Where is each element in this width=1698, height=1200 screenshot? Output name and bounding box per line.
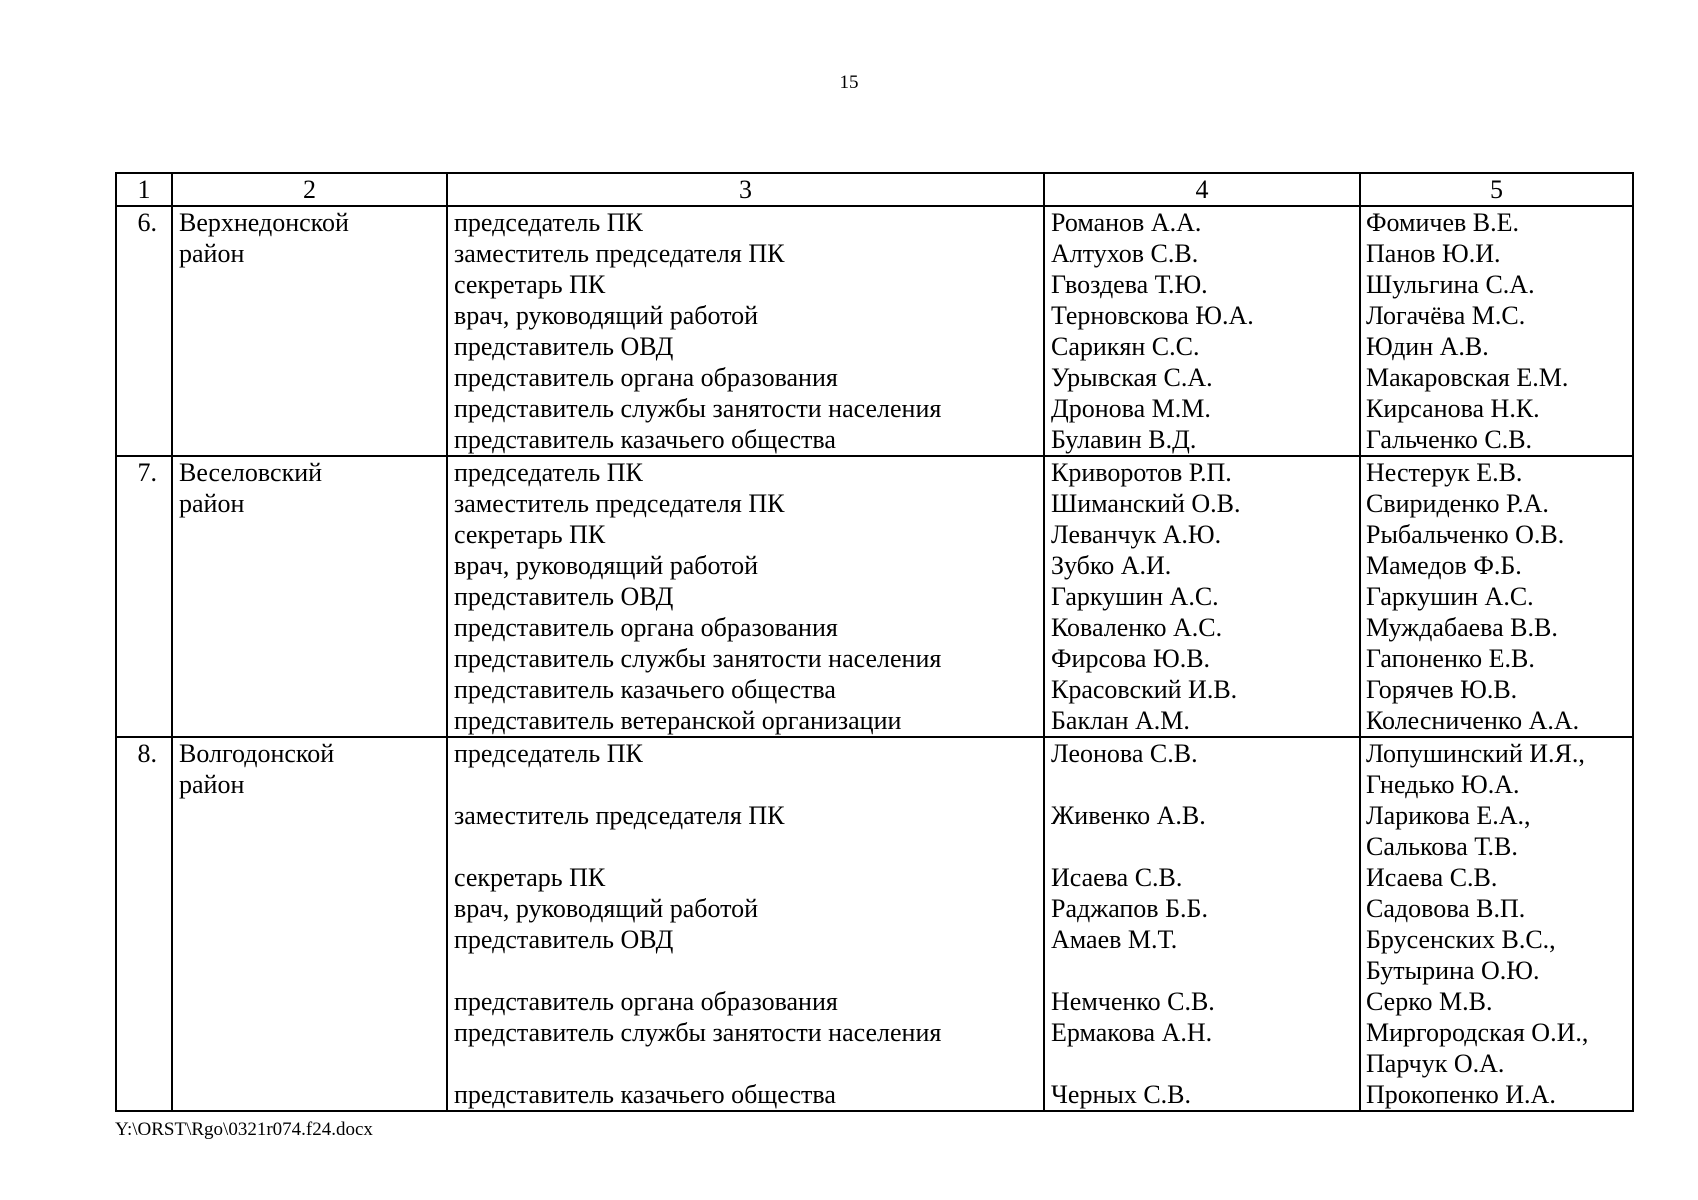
reserve-cell: Салькова Т.В. [1360,831,1633,862]
row-number-cell [116,893,172,924]
table-row [116,893,1633,924]
person-cell [1044,769,1360,800]
district-cell [172,893,447,924]
district-cell: район [172,769,447,800]
row-number-cell [116,955,172,986]
role-cell: представитель казачьего общества [447,1079,1044,1111]
reserve-cell: Фомичев В.Е. [1360,206,1633,238]
row-number-cell [116,300,172,331]
role-cell: представитель казачьего общества [447,424,1044,456]
district-cell: Веселовский [172,456,447,488]
row-number-cell: 7. [116,456,172,488]
reserve-cell: Юдин А.В. [1360,331,1633,362]
table-row [116,612,1633,643]
district-cell [172,924,447,955]
table-row [116,331,1633,362]
header-cell: 4 [1044,173,1360,206]
role-cell [447,769,1044,800]
person-cell: Живенко А.В. [1044,800,1360,831]
table-row [116,488,1633,519]
reserve-cell: Прокопенко И.А. [1360,1079,1633,1111]
reserve-cell: Рыбальченко О.В. [1360,519,1633,550]
row-number-cell [116,1079,172,1111]
table-row [116,550,1633,581]
role-cell: представитель службы занятости населения [447,393,1044,424]
district-cell [172,955,447,986]
header-cell: 2 [172,173,447,206]
person-cell: Криворотов Р.П. [1044,456,1360,488]
reserve-cell: Брусенских В.С., [1360,924,1633,955]
table-row [116,955,1633,986]
district-cell [172,1017,447,1048]
person-cell: Красовский И.В. [1044,674,1360,705]
row-number-cell [116,488,172,519]
person-cell: Раджапов Б.Б. [1044,893,1360,924]
table-header-row [116,173,1633,206]
table-row [116,1017,1633,1048]
reserve-cell: Макаровская Е.М. [1360,362,1633,393]
district-cell: Верхнедонской [172,206,447,238]
role-cell [447,831,1044,862]
person-cell: Романов А.А. [1044,206,1360,238]
district-cell [172,862,447,893]
person-cell: Булавин В.Д. [1044,424,1360,456]
table-row [116,769,1633,800]
district-cell [172,643,447,674]
reserve-cell: Панов Ю.И. [1360,238,1633,269]
role-cell: представитель службы занятости населения [447,1017,1044,1048]
reserve-cell: Парчук О.А. [1360,1048,1633,1079]
row-number-cell: 8. [116,737,172,769]
reserve-cell: Миргородская О.И., [1360,1017,1633,1048]
row-number-cell [116,519,172,550]
table-row [116,924,1633,955]
person-cell: Леонова С.В. [1044,737,1360,769]
reserve-cell: Колесниченко А.А. [1360,705,1633,737]
role-cell: представитель ОВД [447,924,1044,955]
reserve-cell: Свириденко Р.А. [1360,488,1633,519]
reserve-cell: Гаркушин А.С. [1360,581,1633,612]
district-cell [172,705,447,737]
header-cell: 1 [116,173,172,206]
person-cell: Шиманский О.В. [1044,488,1360,519]
row-number-cell [116,550,172,581]
reserve-cell: Муждабаева В.В. [1360,612,1633,643]
reserve-cell: Серко М.В. [1360,986,1633,1017]
row-number-cell [116,393,172,424]
person-cell: Гаркушин А.С. [1044,581,1360,612]
row-number-cell [116,705,172,737]
role-cell: заместитель председателя ПК [447,488,1044,519]
person-cell: Урывская С.А. [1044,362,1360,393]
row-number-cell [116,800,172,831]
row-number-cell [116,362,172,393]
person-cell: Исаева С.В. [1044,862,1360,893]
reserve-cell: Ларикова Е.А., [1360,800,1633,831]
district-cell [172,519,447,550]
district-cell [172,424,447,456]
role-cell: представитель ветеранской организации [447,705,1044,737]
reserve-cell: Садовова В.П. [1360,893,1633,924]
row-number-cell [116,924,172,955]
table-row [116,393,1633,424]
reserve-cell: Кирсанова Н.К. [1360,393,1633,424]
reserve-cell: Нестерук Е.В. [1360,456,1633,488]
table-row [116,643,1633,674]
reserve-cell: Лопушинский И.Я., [1360,737,1633,769]
row-number-cell [116,581,172,612]
reserve-cell: Бутырина О.Ю. [1360,955,1633,986]
role-cell: врач, руководящий работой [447,893,1044,924]
table-row [116,737,1633,769]
table-row [116,862,1633,893]
role-cell: представитель органа образования [447,362,1044,393]
district-cell [172,300,447,331]
reserve-cell: Мамедов Ф.Б. [1360,550,1633,581]
person-cell: Ермакова А.Н. [1044,1017,1360,1048]
district-cell [172,581,447,612]
reserve-cell: Гапоненко Е.В. [1360,643,1633,674]
person-cell: Зубко А.И. [1044,550,1360,581]
row-number-cell [116,238,172,269]
role-cell: председатель ПК [447,456,1044,488]
commission-table [115,172,1634,1112]
district-cell [172,550,447,581]
table-row [116,456,1633,488]
row-number-cell [116,986,172,1017]
reserve-cell: Гнедько Ю.А. [1360,769,1633,800]
district-cell [172,1079,447,1111]
role-cell: представитель органа образования [447,612,1044,643]
table-row [116,831,1633,862]
person-cell: Дронова М.М. [1044,393,1360,424]
district-cell: район [172,238,447,269]
row-number-cell [116,269,172,300]
role-cell: председатель ПК [447,737,1044,769]
role-cell: секретарь ПК [447,862,1044,893]
row-number-cell [116,612,172,643]
role-cell: секретарь ПК [447,269,1044,300]
header-cell: 3 [447,173,1044,206]
district-cell [172,269,447,300]
role-cell: врач, руководящий работой [447,300,1044,331]
district-cell: район [172,488,447,519]
person-cell: Леванчук А.Ю. [1044,519,1360,550]
table-row [116,362,1633,393]
table-row [116,300,1633,331]
reserve-cell: Исаева С.В. [1360,862,1633,893]
person-cell [1044,831,1360,862]
district-cell [172,362,447,393]
row-number-cell [116,1048,172,1079]
district-cell: Волгодонской [172,737,447,769]
person-cell: Гвоздева Т.Ю. [1044,269,1360,300]
table-row [116,238,1633,269]
district-cell [172,393,447,424]
district-cell [172,331,447,362]
role-cell: представитель органа образования [447,986,1044,1017]
row-number-cell [116,862,172,893]
person-cell: Терновскова Ю.А. [1044,300,1360,331]
row-number-cell [116,769,172,800]
person-cell: Коваленко А.С. [1044,612,1360,643]
row-number-cell [116,831,172,862]
row-number-cell [116,643,172,674]
table-row [116,269,1633,300]
district-cell [172,831,447,862]
table-row [116,800,1633,831]
table-row [116,1079,1633,1111]
table-row [116,705,1633,737]
table-row [116,519,1633,550]
district-cell [172,800,447,831]
reserve-cell: Гальченко С.В. [1360,424,1633,456]
row-number-cell [116,674,172,705]
district-cell [172,612,447,643]
table-body [116,173,1633,1111]
file-path-footer: Y:\ORST\Rgo\0321r074.f24.docx [115,1119,373,1140]
person-cell: Немченко С.В. [1044,986,1360,1017]
role-cell: секретарь ПК [447,519,1044,550]
district-cell [172,674,447,705]
row-number-cell [116,331,172,362]
role-cell: представитель ОВД [447,331,1044,362]
table-row [116,581,1633,612]
page-number: 15 [839,72,859,93]
role-cell: представитель ОВД [447,581,1044,612]
person-cell [1044,1048,1360,1079]
reserve-cell: Логачёва М.С. [1360,300,1633,331]
row-number-cell [116,1017,172,1048]
role-cell: врач, руководящий работой [447,550,1044,581]
person-cell: Сарикян С.С. [1044,331,1360,362]
reserve-cell: Горячев Ю.В. [1360,674,1633,705]
table-row [116,986,1633,1017]
person-cell: Черных С.В. [1044,1079,1360,1111]
table-row [116,674,1633,705]
person-cell [1044,955,1360,986]
person-cell: Фирсова Ю.В. [1044,643,1360,674]
district-cell [172,986,447,1017]
person-cell: Амаев М.Т. [1044,924,1360,955]
row-number-cell: 6. [116,206,172,238]
district-cell [172,1048,447,1079]
role-cell: представитель казачьего общества [447,674,1044,705]
role-cell [447,1048,1044,1079]
table-row [116,206,1633,238]
role-cell: представитель службы занятости населения [447,643,1044,674]
reserve-cell: Шульгина С.А. [1360,269,1633,300]
role-cell: заместитель председателя ПК [447,800,1044,831]
table-row [116,1048,1633,1079]
role-cell: заместитель председателя ПК [447,238,1044,269]
role-cell [447,955,1044,986]
table-row [116,424,1633,456]
person-cell: Алтухов С.В. [1044,238,1360,269]
row-number-cell [116,424,172,456]
role-cell: председатель ПК [447,206,1044,238]
header-cell: 5 [1360,173,1633,206]
person-cell: Баклан А.М. [1044,705,1360,737]
